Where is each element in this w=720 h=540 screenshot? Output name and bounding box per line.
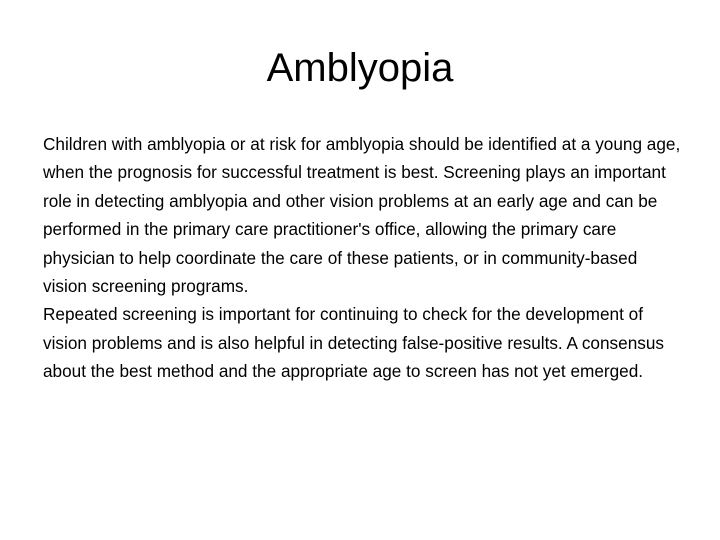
body-paragraph: Children with amblyopia or at risk for amblyopia should be identified at a young age, when the prognosis for successful treatment is best. Screening plays an important role in detecting amblyopia and other vision problems at an early age and can be performed in the primary care practitioner's office, allowing the primary care physician to help coordinate the care of these patients, or in community-based vision screening programs.	[43, 134, 681, 297]
body-paragraph: Repeated screening is important for continuing to check for the development of vision problems and is also helpful in detecting false-positive results. A consensus about the best method and the appropriate age to screen has not yet emerged.	[43, 304, 664, 382]
slide-title: Amblyopia	[266, 46, 454, 90]
slide-body	[43, 130, 683, 386]
